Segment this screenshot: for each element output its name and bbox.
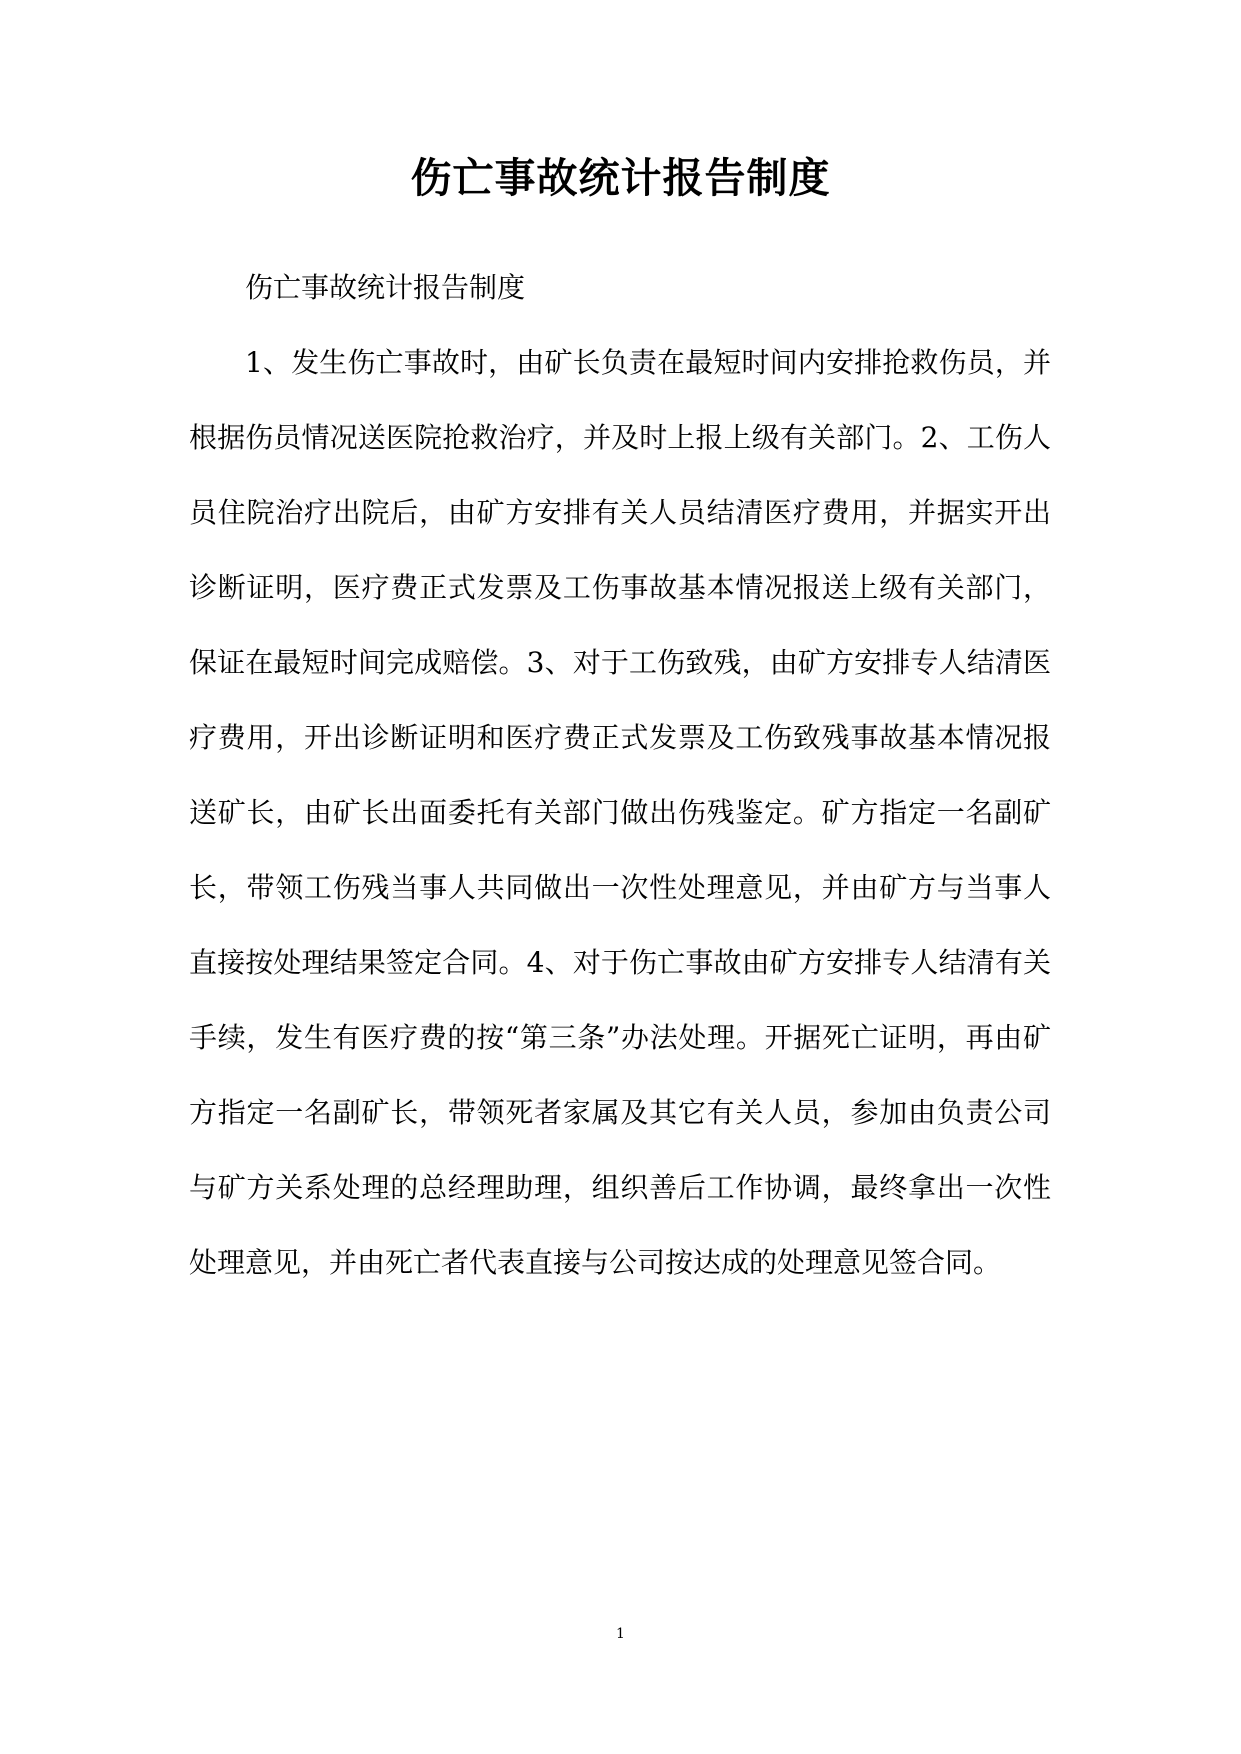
document-title: 伤亡事故统计报告制度 — [410, 154, 831, 202]
page-number: 1 — [616, 1626, 625, 1642]
document-subtitle: 伤亡事故统计报告制度 — [245, 271, 526, 304]
body-paragraph: 1、发生伤亡事故时，由矿长负责在最短时间内安排抢救伤员，并根据伤员情况送医院抢救治疗，并及时上报上级有关部门。2、工伤人员住院治疗出院后，由矿方安排有关人员结清医疗费用，并据实开出诊断证明，医疗费正式发票及工伤事故基本情况报送上级有关部门，保证在最短时间完成赔偿。3、对于工伤致残，由矿方安排专人结清医疗费用，开出诊断证明和医疗费正式发票及工伤致残事故基本情况报送矿长，由矿长出面委托有关部门做出伤残鉴定。矿方指定一名副矿长，带领工伤残当事人共同做出一次性处理意见，并由矿方与当事人直接按处理结果签定合同。4、对于伤亡事故由矿方安排专人结清有关手续，发生有医疗费的按“第三条”办法处理。开据死亡证明，再由矿方指定一名副矿长，带领死者家属及其它有关人员，参加由负责公司与矿方关系处理的总经理助理，组织善后工作协调，最终拿出一次性处理意见，并由死亡者代表直接与公司按达成的处理意见签合同。 — [189, 346, 1051, 1279]
document-body — [189, 250, 1051, 1300]
